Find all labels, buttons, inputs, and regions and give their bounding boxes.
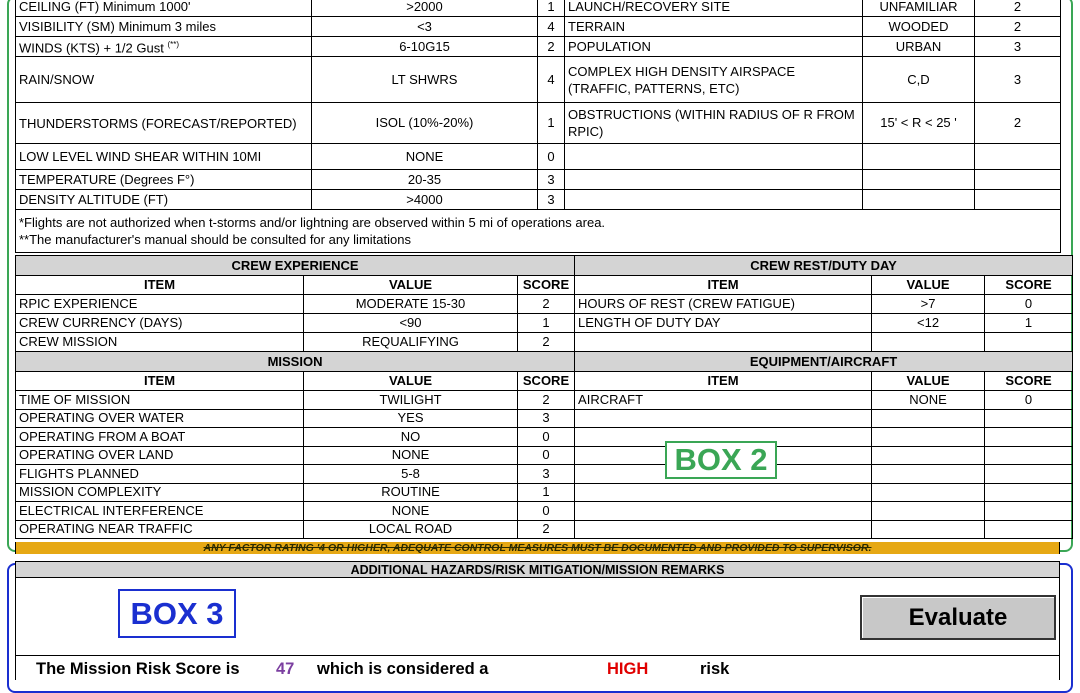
rest-item: LENGTH OF DUTY DAY [575, 314, 872, 333]
empty-cell [872, 446, 985, 465]
column-header-item: ITEM [16, 276, 304, 295]
column-header-value: VALUE [872, 372, 985, 391]
footnotes [16, 210, 1061, 253]
risk-score-prefix: The Mission Risk Score is [36, 660, 240, 678]
site-score: 2 [975, 103, 1061, 144]
weather-score: 1 [538, 103, 565, 144]
mission-value: YES [304, 409, 518, 428]
mission-item: OPERATING OVER WATER [16, 409, 304, 428]
empty-cell [985, 465, 1073, 484]
rest-item: HOURS OF REST (CREW FATIGUE) [575, 295, 872, 314]
rest-score: 0 [985, 295, 1073, 314]
column-header-score: SCORE [985, 276, 1073, 295]
weather-score: 3 [538, 190, 565, 210]
column-header-item: ITEM [575, 276, 872, 295]
mission-value: TWILIGHT [304, 391, 518, 410]
weather-item: RAIN/SNOW [16, 57, 312, 103]
weather-value: >2000 [312, 0, 538, 17]
empty-cell [863, 144, 975, 170]
footnote-tstorms: *Flights are not authorized when t-storms and/or lightning are observed within 5 mi of operations area. [19, 215, 606, 230]
empty-cell [872, 520, 985, 539]
weather-value: ISOL (10%-20%) [312, 103, 538, 144]
crew-value: MODERATE 15-30 [304, 295, 518, 314]
mission-value: ROUTINE [304, 483, 518, 502]
site-score: 3 [975, 37, 1061, 57]
mission-value: NONE [304, 446, 518, 465]
empty-cell [863, 170, 975, 190]
box3-label: BOX 3 [118, 589, 236, 638]
empty-cell [575, 502, 872, 521]
site-item: POPULATION [565, 37, 863, 57]
mission-value: NO [304, 428, 518, 447]
weather-item: TEMPERATURE (Degrees F°) [16, 170, 312, 190]
mission-score: 0 [518, 502, 575, 521]
empty-cell [565, 144, 863, 170]
mission-score: 3 [518, 465, 575, 484]
empty-cell [863, 190, 975, 210]
mission-score: 0 [518, 446, 575, 465]
weather-item-label: WINDS (KTS) + 1/2 Gust [19, 40, 164, 56]
site-value: 15' < R < 25 ' [863, 103, 975, 144]
site-item: OBSTRUCTIONS (WITHIN RADIUS OF R FROM RPIC) [565, 103, 863, 144]
mission-value: NONE [304, 502, 518, 521]
weather-score: 2 [538, 37, 565, 57]
weather-item: VISIBILITY (SM) Minimum 3 miles [16, 17, 312, 37]
empty-cell [872, 428, 985, 447]
weather-value: LT SHWRS [312, 57, 538, 103]
weather-item: THUNDERSTORMS (FORECAST/REPORTED) [16, 103, 312, 144]
empty-cell [565, 190, 863, 210]
empty-cell [985, 333, 1073, 352]
empty-cell [575, 520, 872, 539]
mission-item: OPERATING NEAR TRAFFIC [16, 520, 304, 539]
site-item: TERRAIN [565, 17, 863, 37]
crew-rest-header: CREW REST/DUTY DAY [575, 256, 1073, 276]
risk-suffix: risk [700, 660, 730, 678]
crew-mission-table [15, 255, 1073, 539]
mission-score: 1 [518, 483, 575, 502]
crew-score: 1 [518, 314, 575, 333]
crew-item: RPIC EXPERIENCE [16, 295, 304, 314]
empty-cell [575, 333, 872, 352]
weather-item: DENSITY ALTITUDE (FT) [16, 190, 312, 210]
empty-cell [975, 170, 1061, 190]
column-header-score: SCORE [985, 372, 1073, 391]
weather-value: 20-35 [312, 170, 538, 190]
mission-header: MISSION [16, 352, 575, 372]
empty-cell [975, 190, 1061, 210]
weather-value: NONE [312, 144, 538, 170]
mission-item: MISSION COMPLEXITY [16, 483, 304, 502]
mission-score: 2 [518, 520, 575, 539]
equipment-item: AIRCRAFT [575, 391, 872, 410]
evaluate-button[interactable]: Evaluate [860, 595, 1056, 640]
empty-cell [985, 502, 1073, 521]
risk-score-value: 47 [276, 660, 295, 678]
empty-cell [985, 428, 1073, 447]
empty-cell [872, 465, 985, 484]
site-value: UNFAMILIAR [863, 0, 975, 17]
equipment-header: EQUIPMENT/AIRCRAFT [575, 352, 1073, 372]
weather-item: LOW LEVEL WIND SHEAR WITHIN 10MI [16, 144, 312, 170]
site-value: WOODED [863, 17, 975, 37]
site-item: COMPLEX HIGH DENSITY AIRSPACE (TRAFFIC, PATTERNS, ETC) [565, 57, 863, 103]
equipment-score: 0 [985, 391, 1073, 410]
weather-item [16, 37, 312, 57]
column-header-value: VALUE [872, 276, 985, 295]
crew-value: REQUALIFYING [304, 333, 518, 352]
site-item: LAUNCH/RECOVERY SITE [565, 0, 863, 17]
empty-cell [985, 446, 1073, 465]
empty-cell [872, 502, 985, 521]
warning-text: ANY FACTOR RATING '4 OR HIGHER, ADEQUATE CONTROL MEASURES MUST BE DOCUMENTED AND PROVIDED TO SUPERVISOR. [203, 542, 872, 554]
site-value: C,D [863, 57, 975, 103]
rest-score: 1 [985, 314, 1073, 333]
footnote-manual: **The manufacturer's manual should be consulted for any limitations [19, 232, 411, 247]
crew-experience-header: CREW EXPERIENCE [16, 256, 575, 276]
mission-score: 0 [518, 428, 575, 447]
weather-score: 4 [538, 17, 565, 37]
mission-item: OPERATING FROM A BOAT [16, 428, 304, 447]
weather-item: CEILING (FT) Minimum 1000' [16, 0, 312, 17]
mission-item: OPERATING OVER LAND [16, 446, 304, 465]
empty-cell [872, 333, 985, 352]
mission-item: ELECTRICAL INTERFERENCE [16, 502, 304, 521]
site-score: 2 [975, 0, 1061, 17]
mission-score: 2 [518, 391, 575, 410]
empty-cell [985, 409, 1073, 428]
crew-score: 2 [518, 333, 575, 352]
weather-value: <3 [312, 17, 538, 37]
risk-score-middle: which is considered a [317, 660, 489, 678]
weather-score: 3 [538, 170, 565, 190]
column-header-value: VALUE [304, 276, 518, 295]
crew-value: <90 [304, 314, 518, 333]
empty-cell [872, 409, 985, 428]
mission-value: 5-8 [304, 465, 518, 484]
rest-value: <12 [872, 314, 985, 333]
empty-cell [565, 170, 863, 190]
crew-item: CREW CURRENCY (DAYS) [16, 314, 304, 333]
remarks-header: ADDITIONAL HAZARDS/RISK MITIGATION/MISSION REMARKS [15, 561, 1060, 578]
empty-cell [985, 483, 1073, 502]
column-header-score: SCORE [518, 276, 575, 295]
empty-cell [985, 520, 1073, 539]
site-value: URBAN [863, 37, 975, 57]
weather-value: >4000 [312, 190, 538, 210]
mission-value: LOCAL ROAD [304, 520, 518, 539]
column-header-item: ITEM [575, 372, 872, 391]
rest-value: >7 [872, 295, 985, 314]
box2-label: BOX 2 [665, 441, 777, 479]
equipment-value: NONE [872, 391, 985, 410]
footnote-marker: (**) [167, 39, 180, 49]
risk-level: HIGH [607, 660, 649, 678]
mission-item: FLIGHTS PLANNED [16, 465, 304, 484]
empty-cell [872, 483, 985, 502]
weather-score: 1 [538, 0, 565, 17]
weather-score: 4 [538, 57, 565, 103]
crew-score: 2 [518, 295, 575, 314]
mission-item: TIME OF MISSION [16, 391, 304, 410]
weather-score: 0 [538, 144, 565, 170]
weather-value: 6-10G15 [312, 37, 538, 57]
empty-cell [575, 483, 872, 502]
crew-item: CREW MISSION [16, 333, 304, 352]
site-score: 2 [975, 17, 1061, 37]
mission-score: 3 [518, 409, 575, 428]
empty-cell [575, 409, 872, 428]
site-score: 3 [975, 57, 1061, 103]
column-header-score: SCORE [518, 372, 575, 391]
empty-cell [975, 144, 1061, 170]
weather-site-table [15, 0, 1061, 253]
column-header-value: VALUE [304, 372, 518, 391]
column-header-item: ITEM [16, 372, 304, 391]
